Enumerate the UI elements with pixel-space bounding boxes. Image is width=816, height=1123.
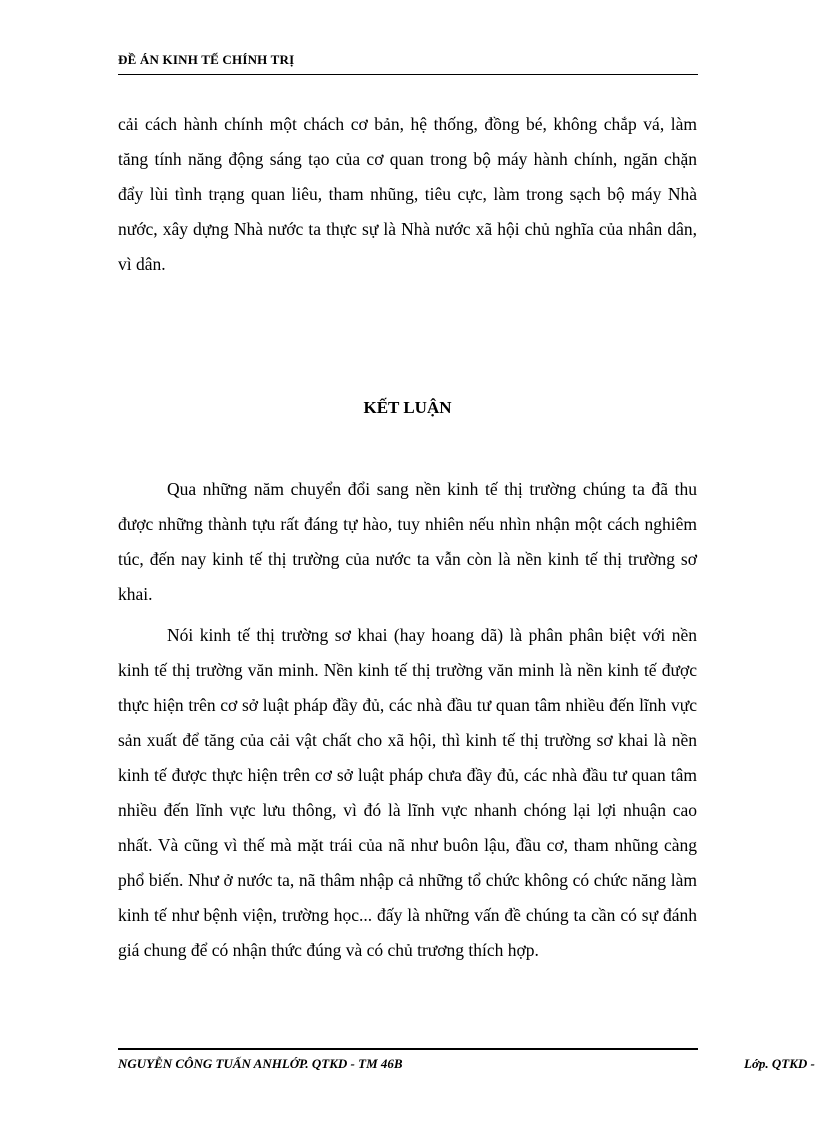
footer-divider bbox=[118, 1048, 698, 1050]
footer-author: NGUYỄN CÔNG TUẤN ANHLỚP. QTKD - TM 46B bbox=[118, 1056, 403, 1071]
document-title: ĐỀ ÁN KINH TẾ CHÍNH TRỊ bbox=[118, 52, 295, 67]
paragraph-conclusion-1: Qua những năm chuyển đổi sang nền kinh tế thị trường chúng ta đã thu được những thành tựu rất đáng tự hào, tuy nhiên nếu nhìn nhận một cách nghiêm túc, đến nay kinh tế thị trường của nước ta vẫn còn là nền kinh tế thị trường sơ khai. bbox=[118, 479, 697, 604]
paragraph-conclusion-2: Nói kinh tế thị trường sơ khai (hay hoang dã) là phân phân biệt với nền kinh tế thị trường văn minh. Nền kinh tế thị trường văn minh là nền kinh tế được thực hiện trên cơ sở luật pháp đầy đủ, các nhà đầu tư quan tâm nhiều đến lĩnh vực sản xuất để tăng của cải vật chất cho xã hội, thì kinh tế thị trường sơ khai là nền kinh tế được thực hiện trên cơ sở luật pháp chưa đầy đủ, các nhà đầu tư quan tâm nhiều đến lĩnh vực lưu thông, vì đó là lĩnh vực nhanh chóng lại lợi nhuận cao nhất. Và cũng vì thế mà mặt trái của nã như buôn lậu, đầu cơ, tham nhũng càng phổ biến. Như ở nước ta, nã thâm nhập cả những tổ chức không có chức năng làm kinh tế như bệnh viện, trường học... đấy là những vấn đề chúng ta cần có sự đánh giá chung để có nhận thức đúng và có chủ trương thích hợp. bbox=[118, 625, 697, 960]
paragraph-intro-continuation: cải cách hành chính một chách cơ bản, hệ thống, đồng bé, không chắp vá, làm tăng tính năng động sáng tạo của cơ quan trong bộ máy hành chính, ngăn chặn đẩy lùi tình trạng quan liêu, tham nhũng, tiêu cực, làm trong sạch bộ máy Nhà nước, xây dựng Nhà nước ta thực sự là Nhà nước xã hội chủ nghĩa của nhân dân, vì dân. bbox=[118, 114, 697, 274]
page-header bbox=[118, 52, 698, 75]
section-heading: KẾT LUẬN bbox=[363, 398, 452, 417]
footer-class-label: Lớp. QTKD - bbox=[744, 1056, 815, 1071]
